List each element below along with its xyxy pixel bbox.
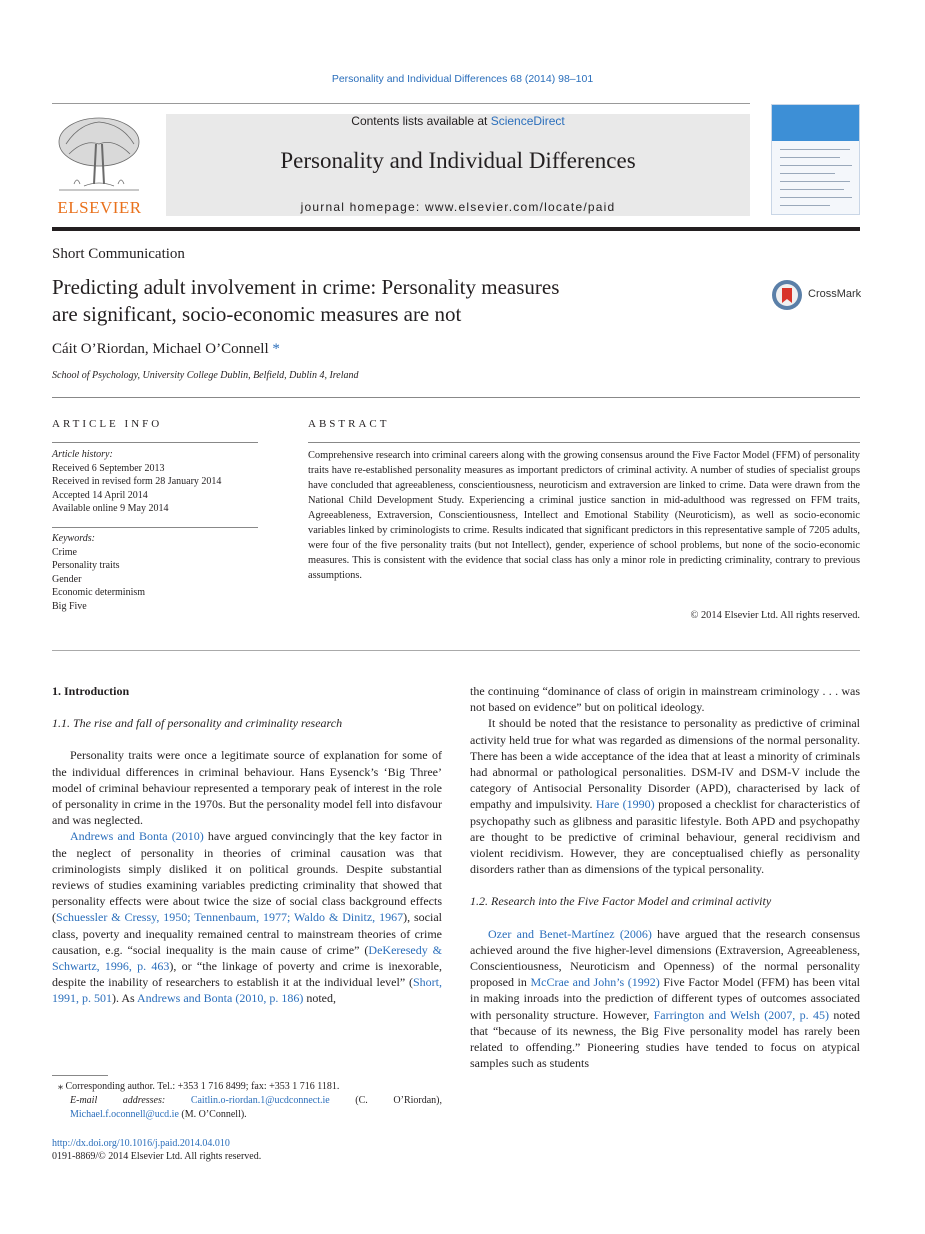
doi-link[interactable]: http://dx.doi.org/10.1016/j.paid.2014.04.010 [52, 1138, 230, 1149]
cover-line [780, 189, 844, 190]
journal-reference[interactable]: Personality and Individual Differences 68 (2014) 98–101 [331, 73, 594, 85]
paragraph [52, 828, 442, 1006]
citation-link[interactable]: Schuessler & Cressy, 1950; Tennenbaum, 1977; Waldo & Dinitz, 1967 [56, 910, 404, 925]
body-right-column [470, 683, 860, 1071]
paragraph-text: noted that “because of its newness, the Big Five personality model has rarely been related to offending.” Pioneering studies have tended to focus on atypical samples such as students [470, 1007, 860, 1071]
footnote-rule [52, 1075, 108, 1076]
corresponding-author-note [52, 1080, 442, 1094]
journal-title: Personality and Individual Differences [280, 148, 636, 173]
elsevier-wordmark: ELSEVIER [57, 198, 142, 217]
section-1-heading: 1. Introduction [52, 684, 130, 698]
section-type: Short Communication [52, 246, 185, 262]
page-footer [52, 1137, 261, 1163]
masthead-rule [52, 227, 860, 231]
author-names: Cáit O’Riordan, Michael O’Connell [52, 341, 269, 357]
citation-link[interactable]: Hare (1990) [595, 797, 655, 812]
keywords-rule [52, 527, 258, 528]
paragraph: Personality traits were once a legitimate source of explanation for some of the individual differences in criminal behaviour. Hans Eysenck’s ‘Big Three’ model of criminal behaviour represented a temporary peak of interest in the role of personality in crime in the 1970s. But the personality model fell into disfavour and was neglected. [52, 748, 442, 828]
affiliation: School of Psychology, University College Dublin, Belfield, Dublin 4, Ireland [52, 370, 359, 381]
authors [52, 341, 280, 358]
email-note [52, 1094, 442, 1122]
citation-link[interactable]: Andrews and Bonta (2010) [70, 829, 204, 844]
keyword: Gender [52, 573, 82, 585]
email-owner: (C. O’Riordan), [329, 1095, 442, 1106]
article-title-line1: Predicting adult involvement in crime: Personality measures [52, 275, 560, 299]
crossmark-icon [771, 279, 803, 311]
paragraph: the continuing “dominance of class of origin in mainstream criminology . . . was not based on evidence” but on political ideology. [470, 684, 860, 715]
history-item: Accepted 14 April 2014 [52, 489, 148, 501]
info-top-rule [52, 397, 860, 398]
journal-banner [166, 114, 750, 216]
article-title [52, 274, 712, 328]
paragraph-text: noted, [303, 991, 336, 1006]
cover-line [780, 205, 830, 206]
paragraph-text: ), social class, poverty and inequality remained central to mainstream theories of crime causation, e.g. “social inequality is the main cause of crime” ( [52, 910, 442, 957]
citation-link[interactable]: Andrews and Bonta (2010, p. 186) [137, 991, 304, 1006]
paragraph [470, 926, 860, 1072]
cover-line [780, 173, 835, 174]
keyword: Crime [52, 546, 77, 558]
corresponding-author-mark[interactable]: * [272, 341, 280, 357]
email-link[interactable]: Michael.f.oconnell@ucd.ie [70, 1109, 179, 1120]
cover-line [780, 149, 850, 150]
footnote-text: Corresponding author. Tel.: +353 1 716 8499; fax: +353 1 716 1181. [63, 1081, 340, 1092]
keyword: Big Five [52, 600, 87, 612]
section-1-1-heading: 1.1. The rise and fall of personality and criminality research [52, 716, 343, 731]
email-owner: (M. O’Connell). [178, 1109, 247, 1120]
contents-line [166, 114, 750, 128]
history-item: Received 6 September 2013 [52, 462, 165, 474]
keywords-label: Keywords: [52, 533, 95, 544]
homepage-prefix: journal homepage: [300, 200, 425, 214]
paragraph-text: ), or “the linkage of poverty and crime is inexorable, despite the inability of researchers to establish it at the individual level” ( [52, 959, 442, 990]
citation-link[interactable]: Ozer and Benet-Martínez (2006) [488, 926, 652, 941]
paragraph-text: Five Factor Model (FFM) has been vital in making inroads into the prediction of different types of outcomes associated with personality structure. However, [470, 975, 861, 1022]
elsevier-tree-icon [54, 114, 144, 196]
paragraph-text: ). As [112, 991, 138, 1006]
email-link[interactable]: Caitlin.o-riordan.1@ucdconnect.ie [190, 1095, 330, 1106]
cover-line [780, 181, 850, 182]
email-label: E-mail addresses: [70, 1095, 166, 1106]
history-item: Received in revised form 28 January 2014 [52, 476, 222, 487]
citation-link[interactable]: Short, 1991, p. 501 [52, 975, 442, 1006]
abstract-heading: ABSTRACT [308, 418, 390, 430]
paragraph-text: have argued convincingly that the key factor in the neglect of personality in theories of criminal causation was that criminologists simply disliked it on political grounds. Despite substantial reviews of studies examining variables predicting criminality that showed that personality effects were about twice the size of social class background effects ( [52, 829, 443, 925]
body-left-column [52, 683, 442, 1007]
article-info-heading: ARTICLE INFO [52, 418, 163, 430]
paragraph-text: It should be noted that the resistance to personality as predictive of criminal activity held true for what was regarded as dimensions of the normal personality. There has been a wide acceptance of the idea that at least a minority of criminals had abnormal or pathological personalities. DSM-IV and DSM-V include the category of Antisocial Personality Disorder (APD), characterised by lack of empathy and impulsivity. [470, 716, 860, 812]
article-info-rule [52, 442, 258, 443]
crossmark-badge[interactable] [771, 279, 863, 311]
keyword: Economic determinism [52, 587, 146, 598]
keywords [52, 532, 258, 613]
abstract-text: Comprehensive research into criminal careers along with the growing consensus around the Five Factor Model (FFM) of personality traits have re-established personality measures as important predictors of criminal activity. A number of studies of specialist groups have concluded that agreeableness, conscientiousness, neuroticism and extraversion are linked to crime. Data were drawn from the National Child Development Study. Experiencing a criminal justice sanction in mid-adulthood was regressed on FFM traits, Agreeableness, Extraversion, Conscientiousness, Intellect and Emotional Stability (Neuroticism), as well as socio-economic variables linked by criminologists to crime. Results indicated that significant predictors in this representative sample of 7205 adults, were four of the five personality traits (but not Intellect), gender, experience of school problems, but none of the socio-economic measures. This is consistent with the evidence that social class has only a minor role in predicting criminality, contrary to previous assumptions. [308, 450, 860, 581]
body-top-rule [52, 650, 860, 651]
homepage-line [166, 200, 750, 214]
citation-link[interactable]: DeKeresedy & Schwartz, 1996, p. 463 [52, 942, 442, 974]
cover-line [780, 197, 852, 198]
footnote-mark: ⁎ [58, 1081, 63, 1092]
section-1-2-heading: 1.2. Research into the Five Factor Model and criminal activity [470, 894, 772, 909]
history-label: Article history: [52, 449, 113, 460]
homepage-url[interactable]: www.elsevier.com/locate/paid [425, 200, 616, 214]
cover-line [780, 165, 852, 166]
elsevier-logo [52, 114, 147, 216]
article-title-line2: are significant, socio-economic measures are not [52, 302, 462, 326]
abstract-copyright: © 2014 Elsevier Ltd. All rights reserved. [690, 610, 860, 621]
history-item: Available online 9 May 2014 [52, 503, 169, 514]
article-history [52, 448, 258, 516]
citation-link[interactable]: McCrae and John’s (1992) [530, 975, 660, 990]
keyword: Personality traits [52, 560, 120, 571]
paragraph [470, 715, 860, 877]
abstract-rule [308, 442, 860, 443]
paragraph-text: proposed a checklist for characteristics of psychopathy such as glibness and parasitic lifestyle. Both APD and psychopathy are thought to be predictive of criminal behaviour, general recidivism and violent recidivism. However, they are conceptualised chiefly as personality disorders rather than as dimensions of the typical personality. [470, 797, 860, 877]
citation-link[interactable]: Farrington and Welsh (2007, p. 45) [653, 1007, 829, 1022]
cover-header-band [772, 105, 859, 141]
footnote [52, 1080, 442, 1122]
cover-line [780, 157, 840, 158]
paragraph-text: have argued that the research consensus achieved around the five higher-level dimensions (Extraversion, Agreeableness, Conscientiousness, Neuroticism and Openness) of the normal personality proposed in [470, 926, 860, 990]
journal-cover-thumbnail[interactable] [771, 104, 860, 215]
contents-prefix: Contents lists available at [351, 114, 491, 128]
sciencedirect-link[interactable]: ScienceDirect [490, 114, 565, 128]
crossmark-label: CrossMark [808, 288, 862, 300]
header-rule [52, 103, 750, 104]
issn-line: 0191-8869/© 2014 Elsevier Ltd. All rights reserved. [52, 1151, 262, 1162]
